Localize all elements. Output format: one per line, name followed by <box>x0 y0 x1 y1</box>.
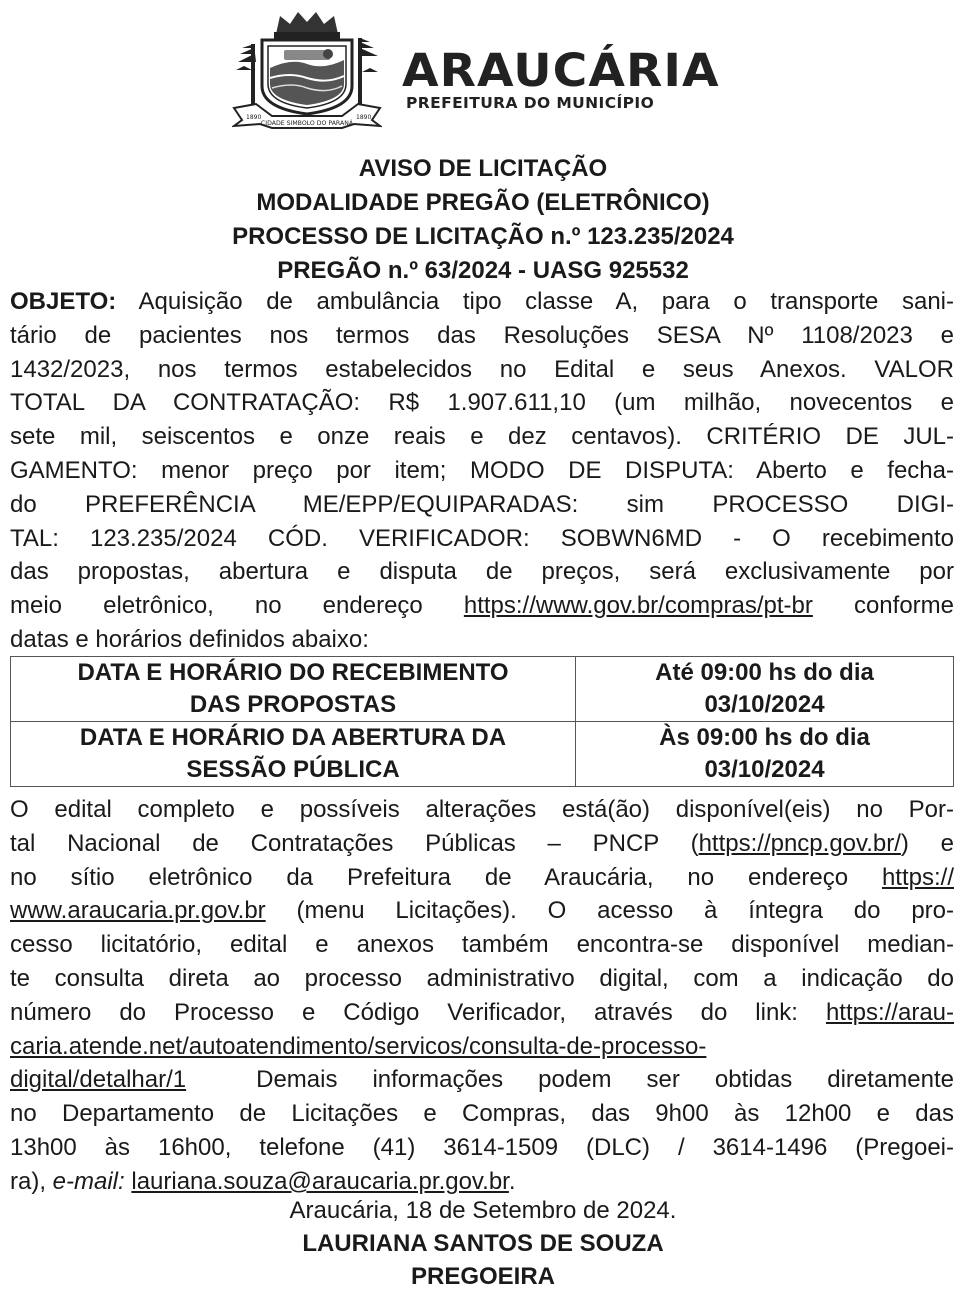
text-line: das propostas, abertura e disputa de preços, será exclusivamente por <box>10 558 954 586</box>
dates-table <box>10 656 954 787</box>
signature-block <box>0 1194 966 1293</box>
table-row <box>11 722 954 787</box>
text-line: 1432/2023, nos termos estabelecidos no Edital e seus Anexos. VALOR <box>10 355 954 383</box>
brand-subtitle: PREFEITURA DO MUNICÍPIO <box>406 94 655 112</box>
text-line: TOTAL DA CONTRATAÇÃO: R$ 1.907.611,10 (um milhão, novecentos e <box>10 389 954 417</box>
text-line: TAL: 123.235/2024 CÓD. VERIFICADOR: SOBWN6MD - O recebimento <box>10 524 954 552</box>
text-line: tal Nacional de Contratações Públicas – PNCP (https://pncp.gov.br/) e <box>10 829 954 857</box>
text-line: cesso licitatório, edital e anexos também encontra-se disponível median- <box>10 931 954 959</box>
svg-text:1890: 1890 <box>246 114 262 121</box>
text-line: GAMENTO: menor preço por item; MODO DE DISPUTA: Aberto e fecha- <box>10 456 954 484</box>
email-link[interactable]: lauriana.souza@araucaria.pr.gov.br <box>131 1167 509 1195</box>
atende-process-link[interactable]: digital/detalhar/1 <box>10 1066 187 1094</box>
title-pregao: PREGÃO n.º 63/2024 - UASG 925532 <box>277 257 689 284</box>
title-aviso: AVISO DE LICITAÇÃO <box>358 155 608 182</box>
brand-name: ARAUCÁRIA <box>402 44 720 97</box>
atende-process-link[interactable]: https://arau- <box>825 998 954 1026</box>
text-line: te consulta direta ao processo administrativo digital, com a indicação do <box>10 964 954 992</box>
text-line: datas e horários definidos abaixo: <box>10 625 369 653</box>
text-line: número do Processo e Código Verificador, através do link: https://arau- <box>10 998 954 1026</box>
title-processo: PROCESSO DE LICITAÇÃO n.º 123.235/2024 <box>232 223 734 250</box>
header <box>0 0 966 150</box>
table-cell-label: DATA E HORÁRIO DA ABERTURA DA SESSÃO PÚBLICA <box>11 722 576 787</box>
compras-gov-link[interactable]: https://www.gov.br/compras/pt-br <box>463 592 813 620</box>
atende-process-link[interactable]: caria.atende.net/autoatendimento/servicos/consulta-de-processo- <box>10 1032 707 1060</box>
text-line: digital/detalhar/1 Demais informações podem ser obtidas diretamente <box>10 1066 954 1094</box>
text-line: ra), e-mail: lauriana.souza@araucaria.pr.gov.br. <box>10 1167 516 1195</box>
notice-titles <box>0 152 966 288</box>
text-line <box>10 1030 954 1064</box>
text-line: www.araucaria.pr.gov.br (menu Licitações). O acesso à íntegra do pro- <box>10 897 954 925</box>
table-cell-value: Às 09:00 hs do dia 03/10/2024 <box>576 722 954 787</box>
pncp-link[interactable]: https://pncp.gov.br/ <box>698 829 901 857</box>
table-row <box>11 657 954 722</box>
text-line: no sítio eletrônico da Prefeitura de Araucária, no endereço https:// <box>10 863 954 891</box>
objeto-label: OBJETO: <box>10 288 117 315</box>
table-cell-value: Até 09:00 hs do dia 03/10/2024 <box>576 657 954 722</box>
araucaria-site-link[interactable]: www.araucaria.pr.gov.br <box>10 897 266 925</box>
text-line: tário de pacientes nos termos das Resoluções SESA Nº 1108/2023 e <box>10 321 954 349</box>
objeto-paragraph <box>10 285 954 657</box>
text-line: O edital completo e possíveis alterações está(ão) disponível(eis) no Por- <box>10 796 954 823</box>
text-line: do PREFERÊNCIA ME/EPP/EQUIPARADAS: sim PROCESSO DIGI- <box>10 490 954 518</box>
edital-paragraph <box>10 793 954 1199</box>
araucaria-site-link[interactable]: https:// <box>881 863 954 891</box>
text-line: 13h00 às 16h00, telefone (41) 3614-1509 (DLC) / 3614-1496 (Pregoei- <box>10 1133 954 1161</box>
coat-of-arms-logo <box>232 8 382 130</box>
place-date: Araucária, 18 de Setembro de 2024. <box>289 1197 677 1224</box>
signer-role: PREGOEIRA <box>410 1263 556 1290</box>
email-label: e-mail: <box>52 1167 125 1195</box>
title-modalidade: MODALIDADE PREGÃO (ELETRÔNICO) <box>256 189 710 216</box>
signer-name: LAURIANA SANTOS DE SOUZA <box>302 1230 664 1257</box>
brand <box>402 44 720 112</box>
text-line: no Departamento de Licitações e Compras, das 9h00 às 12h00 e das <box>10 1100 954 1128</box>
text-line: meio eletrônico, no endereço https://www.gov.br/compras/pt-br conforme <box>10 592 954 620</box>
text-line: OBJETO: Aquisição de ambulância tipo classe A, para o transporte sani- <box>10 288 954 315</box>
svg-text:1890: 1890 <box>356 114 372 121</box>
svg-text:CIDADE SIMBOLO DO PARANÁ: CIDADE SIMBOLO DO PARANÁ <box>260 120 354 127</box>
text-line: sete mil, seiscentos e onze reais e dez centavos). CRITÉRIO DE JUL- <box>10 423 954 451</box>
table-cell-label: DATA E HORÁRIO DO RECEBIMENTO DAS PROPOSTAS <box>11 657 576 722</box>
